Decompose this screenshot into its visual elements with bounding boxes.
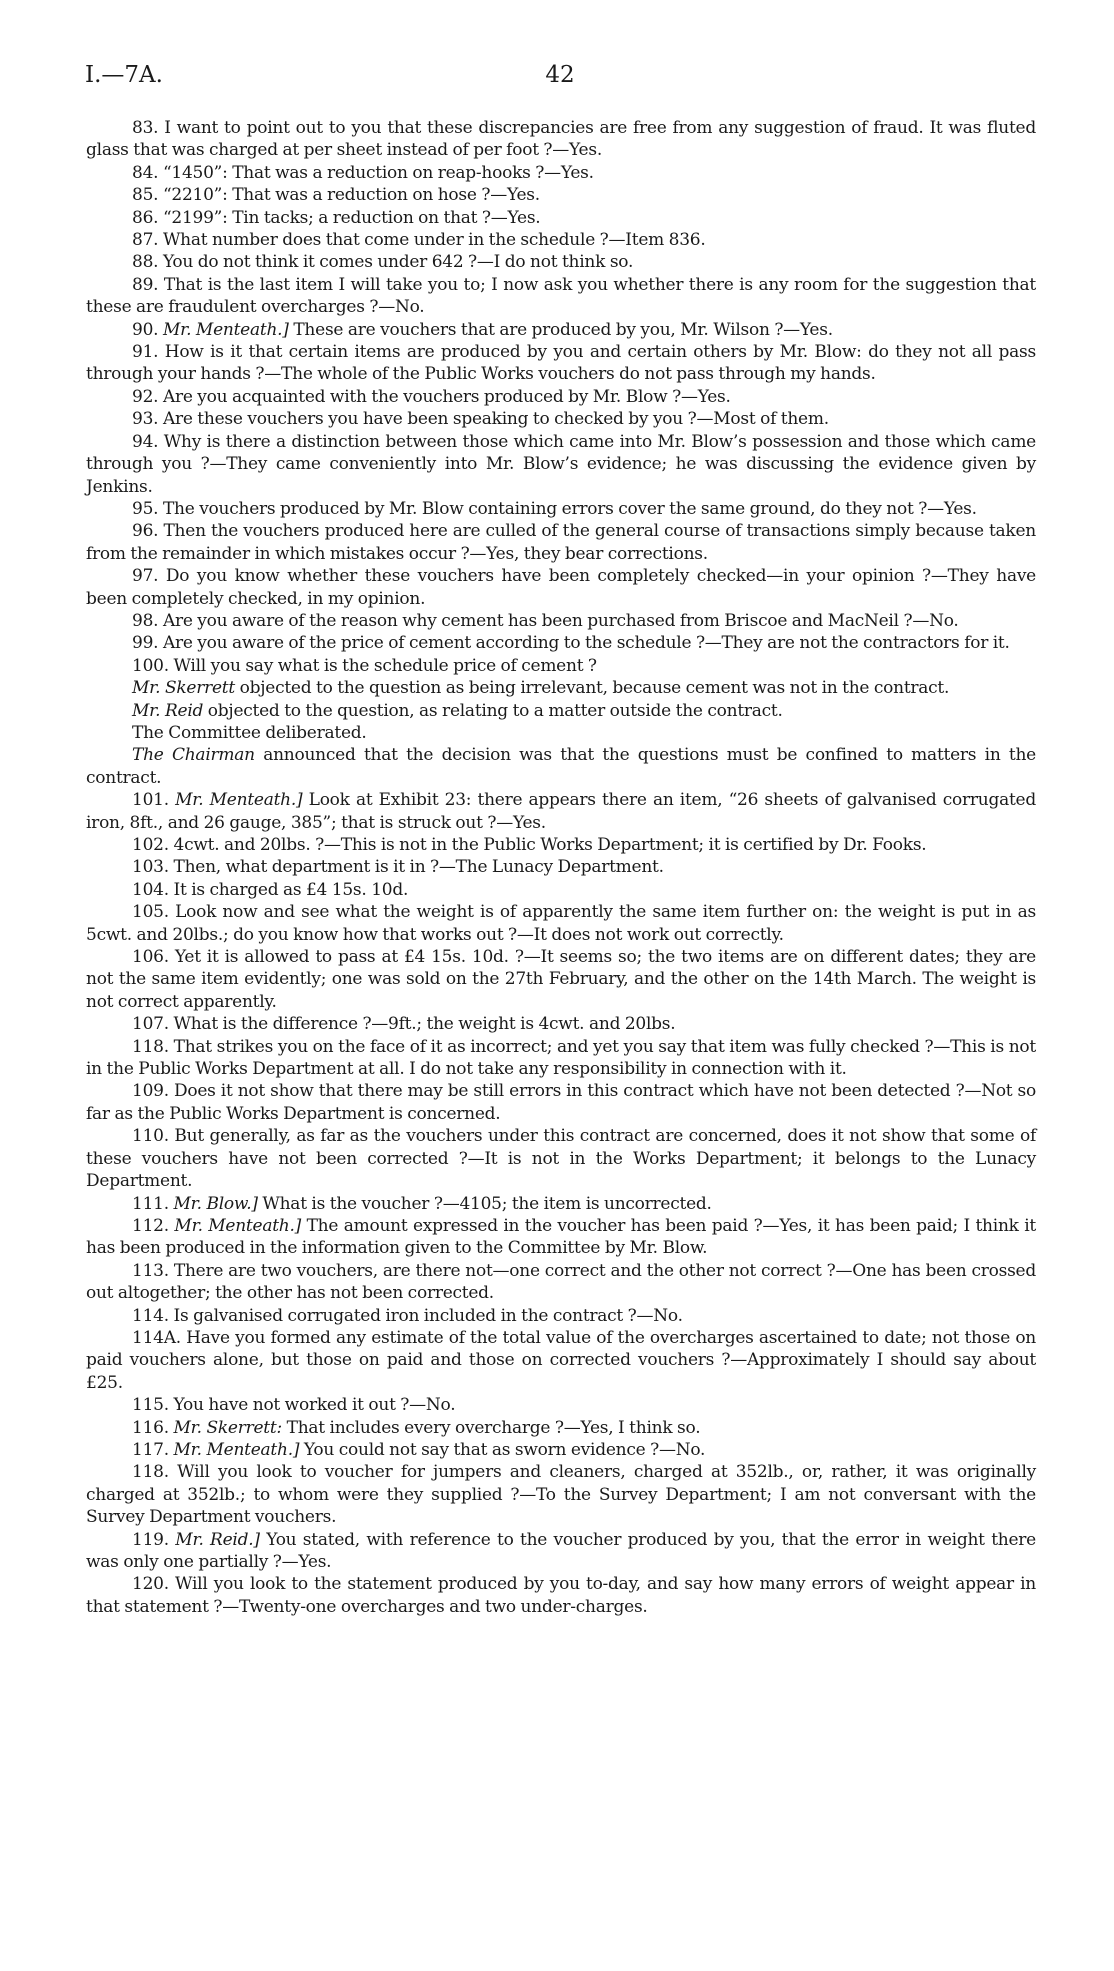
speaker-name: Mr. Skerrett: bbox=[173, 1417, 282, 1438]
evidence-paragraph bbox=[86, 1125, 1036, 1192]
paragraph-text: 85. “2210”: That was a reduction on hose ?—Yes. bbox=[132, 185, 540, 206]
speaker-name: Mr. Menteath.] bbox=[175, 790, 303, 811]
evidence-paragraph bbox=[86, 1193, 1036, 1215]
paragraph-text: 92. Are you acquainted with the vouchers produced by Mr. Blow ?—Yes. bbox=[132, 386, 731, 407]
paragraph-text: 114. Is galvanised corrugated iron included in the contract ?—No. bbox=[132, 1305, 683, 1326]
evidence-paragraph bbox=[86, 610, 1036, 632]
evidence-paragraph bbox=[86, 834, 1036, 856]
evidence-paragraph bbox=[86, 408, 1036, 430]
evidence-paragraph bbox=[86, 274, 1036, 319]
evidence-paragraph bbox=[86, 184, 1036, 206]
paragraph-text: objected to the question as being irrelevant, because cement was not in the contract. bbox=[234, 678, 950, 699]
speaker-name: Mr. Menteath.] bbox=[162, 319, 289, 340]
paragraph-text: 96. Then the vouchers produced here are culled of the general course of transactions simply because taken from the remainder in which mistakes occur ?—Yes, they bear corrections. bbox=[86, 521, 1036, 564]
evidence-paragraph bbox=[86, 879, 1036, 901]
evidence-paragraph bbox=[86, 565, 1036, 610]
question-number: 101. bbox=[132, 790, 176, 811]
paragraph-text: 114A. Have you formed any estimate of the total value of the overcharges ascertained to date; not those on paid vouchers alone, but those on paid and those on corrected vouchers ?—Approximately I should say about £25. bbox=[86, 1327, 1036, 1393]
evidence-paragraph bbox=[86, 1394, 1036, 1416]
paragraph-text: 113. There are two vouchers, are there not—one correct and the other not correct ?—One has been crossed out altogether; the other has not been corrected. bbox=[86, 1260, 1036, 1304]
evidence-paragraph bbox=[86, 677, 1036, 699]
paragraph-text: 93. Are these vouchers you have been speaking to checked by you ?—Most of them. bbox=[132, 409, 829, 430]
evidence-paragraph bbox=[86, 1260, 1036, 1305]
evidence-paragraph bbox=[86, 251, 1036, 273]
paragraph-text: The Committee deliberated. bbox=[132, 722, 367, 743]
evidence-paragraph bbox=[86, 856, 1036, 878]
evidence-paragraph bbox=[86, 386, 1036, 408]
evidence-paragraph bbox=[86, 744, 1036, 789]
evidence-paragraph bbox=[86, 1573, 1036, 1618]
evidence-paragraph bbox=[86, 162, 1036, 184]
paragraph-text: 118. Will you look to voucher for jumpers and cleaners, charged at 352lb., or, rather, it was originally charged at 352lb.; to whom were they supplied ?—To the Survey Department; I am not conversant with the Survey Department vouchers. bbox=[86, 1462, 1036, 1528]
paragraph-text: 84. “1450”: That was a reduction on reap-hooks ?—Yes. bbox=[132, 162, 594, 183]
paragraph-text: 110. But generally, as far as the vouchers under this contract are concerned, does it not show that some of these vouchers have not been corrected ?—It is not in the Works Department; it belongs to the Lunacy Department. bbox=[86, 1126, 1036, 1192]
evidence-paragraph bbox=[86, 1439, 1036, 1461]
evidence-paragraph bbox=[86, 319, 1036, 341]
paragraph-text: 118. That strikes you on the face of it as incorrect; and yet you say that item was fully checked ?—This is not in the Public Works Department at all. I do not take any responsibility in connection with it. bbox=[86, 1036, 1036, 1080]
paragraph-text: 91. How is it that certain items are produced by you and certain others by Mr. Blow: do they not all pass through your hands ?—The whole of the Public Works vouchers do not pass through my hands. bbox=[86, 342, 1036, 385]
paragraph-text: 103. Then, what department is it in ?—The Lunacy Department. bbox=[132, 857, 664, 878]
evidence-paragraph bbox=[86, 431, 1036, 498]
question-number: 116. bbox=[132, 1417, 174, 1438]
speaker-name: Mr. Menteath.] bbox=[173, 1439, 300, 1460]
speaker-name: The Chairman bbox=[132, 745, 255, 766]
paragraph-text: What is the voucher ?—4105; the item is uncorrected. bbox=[257, 1193, 712, 1214]
evidence-paragraph bbox=[86, 117, 1036, 162]
speaker-name: Mr. Skerrett bbox=[132, 678, 235, 699]
paragraph-text: 104. It is charged as £4 15s. 10d. bbox=[132, 879, 409, 900]
evidence-paragraph bbox=[86, 1461, 1036, 1528]
question-number: 90. bbox=[132, 319, 163, 340]
page-number: 42 bbox=[545, 62, 575, 88]
paragraph-text: The amount expressed in the voucher has been paid ?—Yes, it has been paid; I think it has been produced in the information given to the Committee by Mr. Blow. bbox=[86, 1215, 1037, 1259]
paragraph-text: objected to the question, as relating to a matter outside the contract. bbox=[203, 700, 783, 721]
evidence-paragraph bbox=[86, 1013, 1036, 1035]
evidence-paragraph bbox=[86, 722, 1036, 744]
evidence-paragraph bbox=[86, 946, 1036, 1013]
paragraph-text: You stated, with reference to the voucher produced by you, that the error in weight there was only one partially ?—Yes. bbox=[86, 1529, 1036, 1572]
evidence-paragraph bbox=[86, 655, 1036, 677]
paragraph-text: 97. Do you know whether these vouchers have been completely checked—in your opinion ?—They have been completely checked, in my opinion. bbox=[86, 566, 1036, 609]
evidence-paragraph bbox=[86, 520, 1036, 565]
evidence-paragraph bbox=[86, 498, 1036, 520]
speaker-name: Mr. Reid.] bbox=[175, 1529, 260, 1550]
paragraph-text: 109. Does it not show that there may be still errors in this contract which have not been detected ?—Not so far as the Public Works Department is concerned. bbox=[86, 1081, 1036, 1124]
evidence-paragraph bbox=[86, 1327, 1036, 1394]
evidence-paragraph bbox=[86, 1215, 1036, 1260]
evidence-paragraph bbox=[86, 229, 1036, 251]
evidence-paragraph bbox=[86, 901, 1036, 946]
document-reference: I.—7A. bbox=[85, 62, 163, 88]
question-number: 119. bbox=[132, 1529, 176, 1550]
paragraph-text: 98. Are you aware of the reason why cement has been purchased from Briscoe and MacNeil ?—No. bbox=[132, 610, 959, 631]
evidence-body bbox=[86, 117, 1036, 1618]
paragraph-text: 94. Why is there a distinction between those which came into Mr. Blow’s possession and those which came through you ?—They came conveniently into Mr. Blow’s evidence; he was discussing the evidence given by Jenkins. bbox=[86, 431, 1036, 497]
paragraph-text: 83. I want to point out to you that these discrepancies are free from any suggestion of fraud. It was fluted glass that was charged at per sheet instead of per foot ?—Yes. bbox=[86, 118, 1036, 161]
paragraph-text: 86. “2199”: Tin tacks; a reduction on that ?—Yes. bbox=[132, 207, 541, 228]
paragraph-text: 99. Are you aware of the price of cement according to the schedule ?—They are not the contractors for it. bbox=[132, 633, 1010, 654]
page-header bbox=[85, 62, 1035, 92]
evidence-paragraph bbox=[86, 700, 1036, 722]
paragraph-text: 107. What is the difference ?—9ft.; the weight is 4cwt. and 20lbs. bbox=[132, 1014, 676, 1035]
paragraph-text: 105. Look now and see what the weight is of apparently the same item further on: the weight is put in as 5cwt. and 20lbs.; do you know how that works out ?—It does not work out correctly. bbox=[86, 902, 1036, 945]
paragraph-text: 106. Yet it is allowed to pass at £4 15s. 10d. ?—It seems so; the two items are on different dates; they are not the same item evidently; one was sold on the 27th February, and the other on the 14th March. The weight is not correct apparently. bbox=[86, 947, 1036, 1012]
paragraph-text: 87. What number does that come under in the schedule ?—Item 836. bbox=[132, 230, 706, 251]
evidence-paragraph bbox=[86, 1305, 1036, 1327]
evidence-paragraph bbox=[86, 1417, 1036, 1439]
paragraph-text: 115. You have not worked it out ?—No. bbox=[132, 1395, 456, 1416]
paragraph-text: 100. Will you say what is the schedule price of cement ? bbox=[132, 655, 597, 676]
paragraph-text: These are vouchers that are produced by you, Mr. Wilson ?—Yes. bbox=[288, 319, 833, 340]
paragraph-text: 120. Will you look to the statement produced by you to-day, and say how many errors of weight appear in that statement ?—Twenty-one overcharges and two under-charges. bbox=[86, 1574, 1036, 1617]
paragraph-text: Look at Exhibit 23: there appears there an item, “26 sheets of galvanised corrugated iron, 8ft., and 26 gauge, 385”; that is struck out ?—Yes. bbox=[86, 790, 1037, 833]
paragraph-text: 88. You do not think it comes under 642 ?—I do not think so. bbox=[132, 252, 634, 273]
question-number: 112. bbox=[132, 1215, 175, 1236]
evidence-paragraph bbox=[86, 341, 1036, 386]
evidence-paragraph bbox=[86, 1036, 1036, 1081]
question-number: 111. bbox=[132, 1193, 174, 1214]
paragraph-text: 95. The vouchers produced by Mr. Blow containing errors cover the same ground, do they not ?—Yes. bbox=[132, 498, 977, 519]
paragraph-text: That includes every overcharge ?—Yes, I think so. bbox=[281, 1417, 701, 1438]
evidence-paragraph bbox=[86, 632, 1036, 654]
paragraph-text: 102. 4cwt. and 20lbs. ?—This is not in the Public Works Department; it is certified by Dr. Fooks. bbox=[132, 835, 927, 855]
paragraph-text: You could not say that as sworn evidence ?—No. bbox=[299, 1439, 706, 1460]
speaker-name: Mr. Menteath.] bbox=[174, 1215, 302, 1236]
evidence-paragraph bbox=[86, 789, 1036, 834]
question-number: 117. bbox=[132, 1439, 174, 1460]
evidence-paragraph bbox=[86, 207, 1036, 229]
paragraph-text: announced that the decision was that the questions must be confined to matters in the contract. bbox=[86, 745, 1036, 788]
speaker-name: Mr. Reid bbox=[132, 700, 204, 721]
evidence-paragraph bbox=[86, 1529, 1036, 1574]
speaker-name: Mr. Blow.] bbox=[173, 1193, 258, 1214]
paragraph-text: 89. That is the last item I will take you to; I now ask you whether there is any room for the suggestion that these are fraudulent overcharges ?—No. bbox=[86, 274, 1036, 318]
evidence-paragraph bbox=[86, 1080, 1036, 1125]
